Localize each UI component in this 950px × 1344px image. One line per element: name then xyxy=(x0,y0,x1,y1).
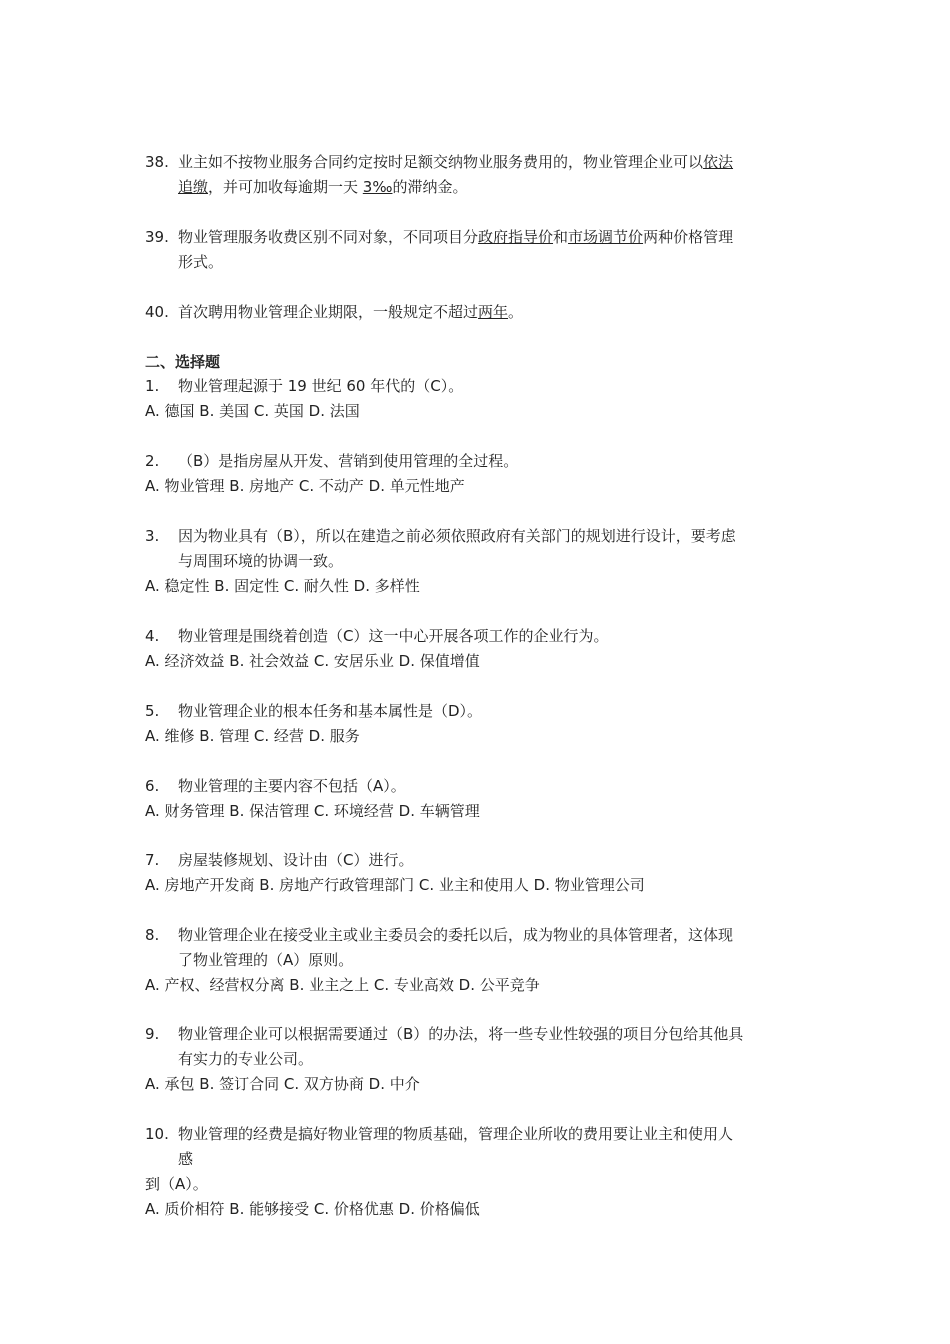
answer-options: A. 承包 B. 签订合同 C. 双方协商 D. 中介 xyxy=(145,1075,420,1093)
question-number: 38. xyxy=(145,153,169,171)
question-number: 8. xyxy=(145,926,160,944)
question-text-line2: 与周围环境的协调一致。 xyxy=(178,552,344,570)
question-number: 7. xyxy=(145,851,160,869)
question-text: 因为物业具有（B），所以在建造之前必须依照政府有关部门的规划进行设计，要考虑 xyxy=(178,527,736,545)
text-run: 。 xyxy=(508,303,524,321)
text-run: 物业管理服务收费区别不同对象，不同项目分 xyxy=(178,228,479,246)
question-number: 3. xyxy=(145,527,160,545)
text-run: 两种价格管理 xyxy=(643,228,734,246)
question-text-line3: 到（A）。 xyxy=(145,1175,208,1193)
question-text-line2 xyxy=(178,175,810,200)
question-text-line2: 形式。 xyxy=(178,253,224,271)
question-text xyxy=(178,225,810,250)
answer-options: A. 产权、经营权分离 B. 业主之上 C. 专业高效 D. 公平竞争 xyxy=(145,976,540,994)
question-text: 物业管理企业可以根据需要通过（B）的办法，将一些专业性较强的项目分包给其他具 xyxy=(178,1025,744,1043)
answer-options: A. 财务管理 B. 保洁管理 C. 环境经营 D. 车辆管理 xyxy=(145,802,480,820)
answer-options: A. 房地产开发商 B. 房地产行政管理部门 C. 业主和使用人 D. 物业管理公司 xyxy=(145,876,645,894)
answer-underlined: 追缴 xyxy=(178,178,209,196)
question-text-line2: 有实力的专业公司。 xyxy=(178,1050,314,1068)
question-text: 物业管理企业的根本任务和基本属性是（D）。 xyxy=(178,702,483,720)
question-text: 物业管理是围绕着创造（C）这一中心开展各项工作的企业行为。 xyxy=(178,627,609,645)
question-text: 物业管理起源于 19 世纪 60 年代的（C）。 xyxy=(178,377,464,395)
question-number: 39. xyxy=(145,228,169,246)
answer-options: A. 质价相符 B. 能够接受 C. 价格优惠 D. 价格偏低 xyxy=(145,1200,480,1218)
question-text: 物业管理的主要内容不包括（A）。 xyxy=(178,777,406,795)
answer-options: A. 德国 B. 美国 C. 英国 D. 法国 xyxy=(145,402,360,420)
question-number: 10. xyxy=(145,1125,169,1143)
text-run: 和 xyxy=(553,228,569,246)
question-number: 1. xyxy=(145,377,160,395)
question-number: 6. xyxy=(145,777,160,795)
section-title: 二、选择题 xyxy=(145,353,221,371)
answer-options: A. 稳定性 B. 固定性 C. 耐久性 D. 多样性 xyxy=(145,577,420,595)
question-number: 4. xyxy=(145,627,160,645)
text-run: ，并可加收每逾期一天 xyxy=(208,178,363,196)
answer-underlined: 政府指导价 xyxy=(478,228,554,246)
question-number: 9. xyxy=(145,1025,160,1043)
answer-underlined: 3‰ xyxy=(362,178,393,196)
question-number: 40. xyxy=(145,303,169,321)
question-text: （B）是指房屋从开发、营销到使用管理的全过程。 xyxy=(178,452,519,470)
question-text xyxy=(178,150,810,175)
text-run: 的滞纳金。 xyxy=(392,178,468,196)
question-text xyxy=(178,300,810,325)
answer-options: A. 物业管理 B. 房地产 C. 不动产 D. 单元性地产 xyxy=(145,477,465,495)
question-text-line2: 了物业管理的（A）原则。 xyxy=(178,951,354,969)
answer-underlined: 依法 xyxy=(703,153,734,171)
text-run: 业主如不按物业服务合同约定按时足额交纳物业服务费用的，物业管理企业可以 xyxy=(178,153,704,171)
answer-options: A. 维修 B. 管理 C. 经营 D. 服务 xyxy=(145,727,360,745)
answer-underlined: 两年 xyxy=(478,303,509,321)
text-run: 首次聘用物业管理企业期限，一般规定不超过 xyxy=(178,303,479,321)
question-text: 房屋装修规划、设计由（C）进行。 xyxy=(178,851,414,869)
question-text-line2: 感 xyxy=(178,1150,194,1168)
question-text: 物业管理的经费是搞好物业管理的物质基础，管理企业所收的费用要让业主和使用人 xyxy=(178,1125,734,1143)
answer-underlined: 市场调节价 xyxy=(568,228,644,246)
question-number: 2. xyxy=(145,452,160,470)
question-text: 物业管理企业在接受业主或业主委员会的委托以后，成为物业的具体管理者，这体现 xyxy=(178,926,734,944)
question-number: 5. xyxy=(145,702,160,720)
answer-options: A. 经济效益 B. 社会效益 C. 安居乐业 D. 保值增值 xyxy=(145,652,480,670)
